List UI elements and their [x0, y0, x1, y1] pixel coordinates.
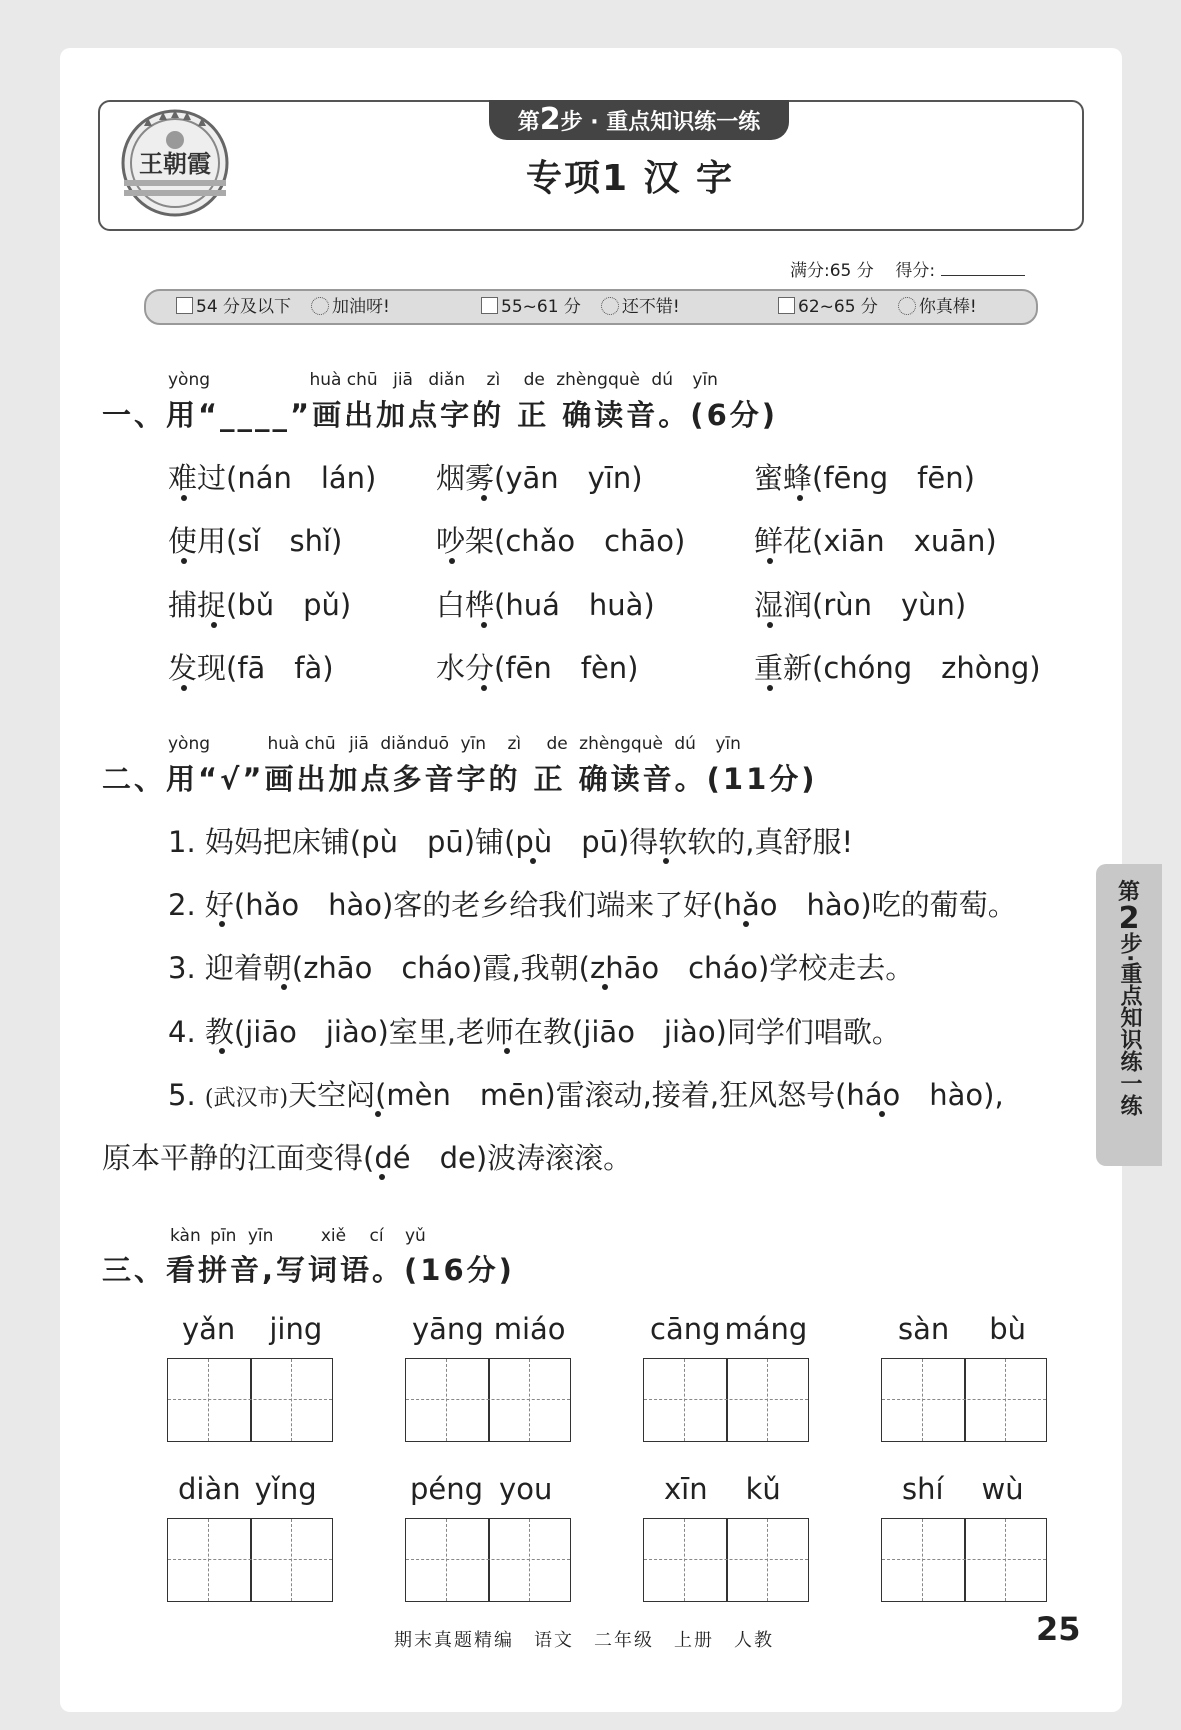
side-tab: 第 2 步·重点知识练一练: [1096, 864, 1162, 1166]
sec2-item: 3. 迎着朝(zhāo cháo)霞,我朝(zhāo cháo)学校走去。: [168, 951, 915, 985]
sec2-pinyin: yòng huà chū jiā diǎnduō yīn zì de zhèngquè dú yīn: [168, 734, 741, 754]
sec1-item: 吵架(chǎo chāo): [436, 524, 686, 558]
sec1-item: 使用(sǐ shǐ): [168, 524, 343, 558]
page-title: 专项1 汉 字: [525, 158, 735, 199]
sec1-item: 重新(chóng zhòng): [754, 651, 1041, 685]
section1-title: 一、用“____”画出加点字的 正 确读音。(6分): [102, 398, 778, 432]
sec1-item: 难过(nán lán): [168, 461, 377, 495]
writing-grid[interactable]: [881, 1518, 1047, 1602]
sec1-item: 鲜花(xiān xuān): [754, 524, 997, 558]
sec1-item: 水分(fēn fèn): [436, 651, 639, 685]
grade-low: 54 分及以下 加油呀!: [176, 291, 390, 323]
grid-pinyin: shí wù: [902, 1472, 1024, 1506]
sec3-pinyin: kàn pīn yīn xiě cí yǔ: [170, 1226, 426, 1246]
grid-pinyin: yǎn jing: [182, 1312, 323, 1346]
grid-pinyin: yāng miáo: [412, 1312, 566, 1346]
sec1-pinyin: yòng huà chū jiā diǎn zì de zhèngquè dú yīn: [168, 370, 718, 390]
writing-grid[interactable]: [167, 1518, 333, 1602]
writing-grid[interactable]: [881, 1358, 1047, 1442]
sec1-item: 湿润(rùn yùn): [754, 588, 967, 622]
city-tag: (武汉市): [204, 1086, 289, 1111]
score-label: 得分:: [895, 261, 936, 281]
sec1-item: 捕捉(bǔ pǔ): [168, 588, 352, 622]
grid-pinyin: xīn kǔ: [664, 1472, 781, 1506]
page-number: 25: [1036, 1610, 1081, 1648]
grid-pinyin: sàn bù: [898, 1312, 1027, 1346]
writing-grid[interactable]: [405, 1518, 571, 1602]
sec1-item: 烟雾(yān yīn): [436, 461, 643, 495]
grade-high: 62~65 分 你真棒!: [778, 291, 977, 323]
sec2-item: 4. 教(jiāo jiào)室里,老师在教(jiāo jiào)同学们唱歌。: [168, 1015, 901, 1049]
sec2-item: 2. 好(hǎo hào)客的老乡给我们端来了好(hǎo hào)吃的葡萄。: [168, 888, 1017, 922]
full-score: 满分:65 分: [790, 261, 874, 281]
grid-pinyin: péng you: [410, 1472, 553, 1506]
sec2-item: 5. (武汉市)天空闷(mèn mēn)雷滚动,接着,狂风怒号(háo hào),: [168, 1078, 1004, 1112]
grid-pinyin: cāng máng: [650, 1312, 808, 1346]
sec1-item: 发现(fā fà): [168, 651, 334, 685]
grid-pinyin: diàn yǐng: [178, 1472, 317, 1506]
sec2-item: 1. 妈妈把床铺(pù pū)铺(pù pū)得软软的,真舒服!: [168, 825, 854, 859]
sec2-item-cont: 原本平静的江面变得(dé de)波涛滚滚。: [102, 1141, 633, 1175]
grade-mid: 55~61 分 还不错!: [481, 291, 680, 323]
section3-title: 三、看拼音,写词语。(16分): [102, 1253, 515, 1287]
step-tab: 第2步 · 重点知识练一练: [489, 100, 789, 140]
sec1-item: 蜜蜂(fēng fēn): [754, 461, 975, 495]
writing-grid[interactable]: [405, 1358, 571, 1442]
section2-title: 二、用“√”画出加点多音字的 正 确读音。(11分): [102, 762, 818, 796]
writing-grid[interactable]: [643, 1358, 809, 1442]
sec1-item: 白桦(huá huà): [436, 588, 655, 622]
svg-text:王朝霞: 王朝霞: [139, 149, 211, 178]
writing-grid[interactable]: [643, 1518, 809, 1602]
writing-grid[interactable]: [167, 1358, 333, 1442]
footer-text: 期末真题精编 语文 二年级 上册 人教: [394, 1630, 774, 1651]
